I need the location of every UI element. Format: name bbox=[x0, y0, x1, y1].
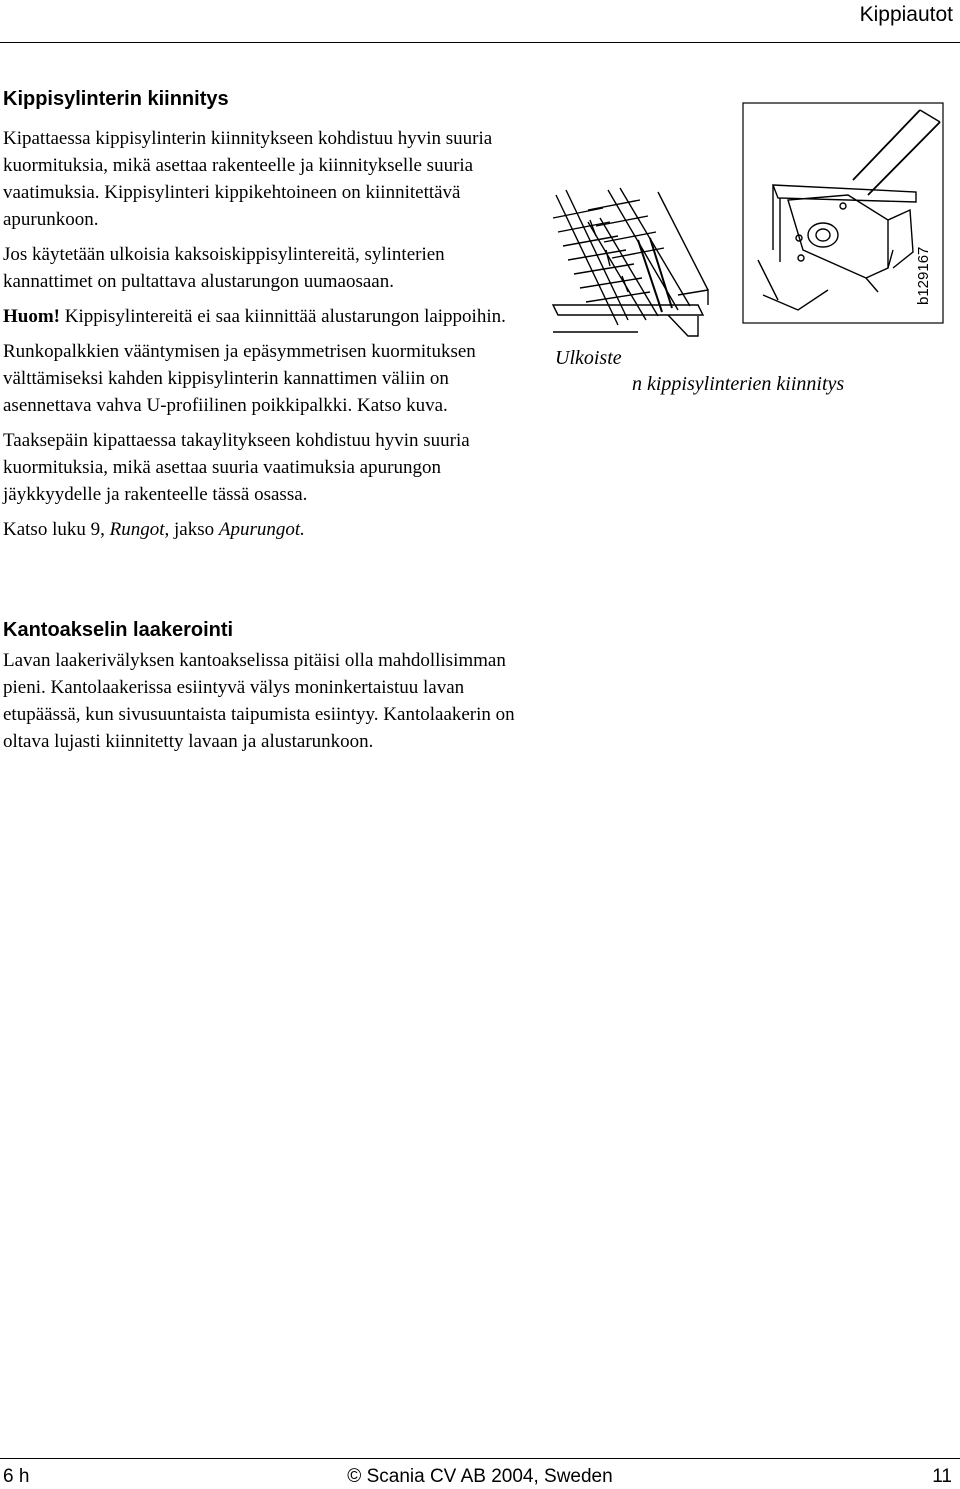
paragraph: Jos käytetään ulkoisia kaksoiskippisylintereitä, sylinterien kannattimet on pultattava alustarungon uumaosaan. bbox=[3, 244, 445, 292]
header-title: Kippiautot bbox=[859, 3, 953, 26]
header-divider bbox=[0, 42, 960, 43]
reference-text: Katso luku 9, bbox=[3, 519, 110, 540]
frame-with-cylinder-drawing bbox=[553, 188, 708, 336]
section-title-kippisylinterin-kiinnitys: Kippisylinterin kiinnitys bbox=[3, 88, 229, 110]
section2-body bbox=[3, 647, 528, 763]
figure-id: b129167 bbox=[915, 246, 932, 305]
reference-text: , jakso bbox=[164, 519, 219, 540]
section1-body bbox=[3, 125, 528, 551]
note-text: Kippisylintereitä ei saa kiinnittää alustarungon laippoihin. bbox=[60, 306, 506, 327]
paragraph: Kipattaessa kippisylinterin kiinnitykseen kohdistuu hyvin suuria kuormituksia, mikä asettaa rakenteelle ja kiinnitykselle suuria vaatimuksia. Kippisylinteri kippikehtoineen on kiinnitettävä apurunkoon. bbox=[3, 128, 493, 230]
reference-section: Apurungot. bbox=[218, 519, 305, 540]
section-title-kantoakselin-laakerointi: Kantoakselin laakerointi bbox=[3, 619, 234, 641]
footer-copyright: © Scania CV AB 2004, Sweden bbox=[347, 1466, 613, 1487]
footer-divider bbox=[0, 1458, 960, 1459]
paragraph: Lavan laakerivälyksen kantoakselissa pitäisi olla mahdollisimman pieni. Kantolaakerissa esiintyvä välys moninkertaistuu lavan etupäässä, kun sivusuuntaista taipumista esiintyy. Kantolaakerin on oltava lujasti kiinnitetty lavaan ja alustarunkoon. bbox=[3, 650, 515, 752]
figure-caption-part1: Ulkoiste bbox=[555, 347, 622, 369]
note-label: Huom! bbox=[3, 306, 60, 327]
paragraph: Runkopalkkien vääntymisen ja epäsymmetrisen kuormituksen välttämiseksi kahden kippisylinterin kannattimen väliin on asennettava vahva U-profiilinen poikkipalkki. Katso kuva. bbox=[3, 341, 476, 416]
reference-paragraph bbox=[3, 516, 528, 543]
reference-chapter: Rungot bbox=[109, 519, 165, 540]
cylinder-bracket-detail-drawing bbox=[743, 103, 943, 323]
footer-edition: 6 h bbox=[3, 1466, 30, 1487]
paragraph: Taaksepäin kipattaessa takaylitykseen kohdistuu hyvin suuria kuormituksia, mikä asettaa suuria vaatimuksia apurungon jäykkyydelle ja rakenteelle tässä osassa. bbox=[3, 430, 470, 505]
note-paragraph bbox=[3, 303, 528, 330]
figure-caption-part2: n kippisylinterien kiinnitys bbox=[632, 373, 845, 395]
page-number: 11 bbox=[932, 1466, 952, 1487]
